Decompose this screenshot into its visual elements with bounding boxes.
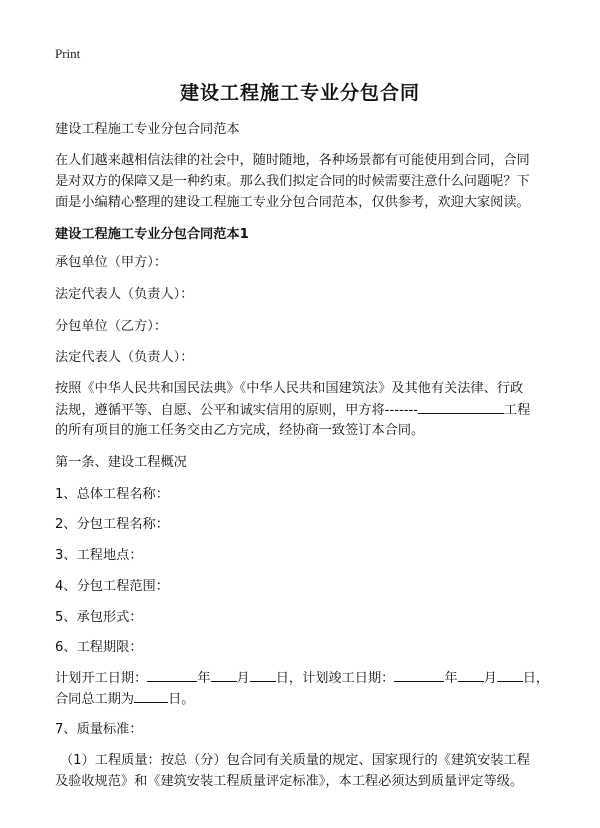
item-3: 3、工程地点： xyxy=(55,548,143,563)
end-year-label: 年 xyxy=(444,671,458,686)
item-2: 2、分包工程名称： xyxy=(55,517,169,532)
item-6: 6、工程期限： xyxy=(55,640,143,655)
end-month-blank xyxy=(458,667,484,682)
intro-line-1: 在人们越来越相信法律的社会中，随时随地，各种场景都有可能使用到合同，合同 xyxy=(55,153,530,168)
section-heading: 建设工程施工专业分包合同范本1 xyxy=(55,227,249,242)
document-subtitle: 建设工程施工专业分包合同范本 xyxy=(55,122,240,137)
schedule-end-label: 计划竣工日期： xyxy=(302,671,395,686)
end-year-blank xyxy=(394,667,444,682)
project-name-blank xyxy=(418,399,504,414)
para1-line-2-text: 法规，遵循平等、自愿、公平和诚实信用的原则，甲方将------- xyxy=(55,403,418,418)
start-day-label: 日， xyxy=(275,671,303,686)
end-day-label: 日， xyxy=(522,671,550,686)
party-a-label: 承包单位（甲方）： xyxy=(55,255,168,270)
start-year-label: 年 xyxy=(197,671,211,686)
para1-line-2-suffix: 工程 xyxy=(504,403,531,418)
print-label: Print xyxy=(55,46,81,61)
start-month-label: 月 xyxy=(236,671,250,686)
total-days-suffix: 日。 xyxy=(168,692,195,707)
party-a-rep-label: 法定代表人（负责人）： xyxy=(55,287,194,302)
total-days-blank xyxy=(134,688,168,703)
end-month-label: 月 xyxy=(483,671,497,686)
start-month-blank xyxy=(211,667,237,682)
end-day-blank xyxy=(497,667,523,682)
start-day-blank xyxy=(250,667,276,682)
document-title: 建设工程施工专业分包合同 xyxy=(179,82,420,104)
item-1: 1、总体工程名称： xyxy=(55,487,169,502)
para1-line-1: 按照《中华人民共和国民法典》《中华人民共和国建筑法》及其他有关法律、行政 xyxy=(55,381,524,396)
quality-line-1: （1）工程质量：按总（分）包合同有关质量的规定、国家现行的《建筑安装工程 xyxy=(60,753,530,768)
item-4: 4、分包工程范围： xyxy=(55,579,169,594)
para1-line-3: 的所有项目的施工任务交由乙方完成，经协商一致签订本合同。 xyxy=(55,423,425,438)
party-b-rep-label: 法定代表人（负责人）： xyxy=(55,350,194,365)
article-1-heading: 第一条、建设工程概况 xyxy=(55,455,187,470)
item-7: 7、质量标准： xyxy=(55,722,143,737)
total-days-prefix: 合同总工期为 xyxy=(55,692,135,707)
quality-line-2: 及验收规范》和《建筑安装工程质量评定标准》，本工程必须达到质量评定等级。 xyxy=(55,774,524,789)
item-5: 5、承包形式： xyxy=(55,610,143,625)
total-days-line xyxy=(55,688,555,710)
party-b-label: 分包单位（乙方）： xyxy=(55,319,168,334)
schedule-line xyxy=(55,667,555,689)
intro-line-3: 面是小编精心整理的建设工程施工专业分包合同范本，仅供参考，欢迎大家阅读。 xyxy=(55,195,530,210)
schedule-start-label: 计划开工日期： xyxy=(55,671,148,686)
para1-line-2 xyxy=(55,399,555,421)
intro-line-2: 是对双方的保障又是一种约束。那么我们拟定合同的时候需要注意什么问题呢？下 xyxy=(55,174,530,189)
start-year-blank xyxy=(147,667,197,682)
